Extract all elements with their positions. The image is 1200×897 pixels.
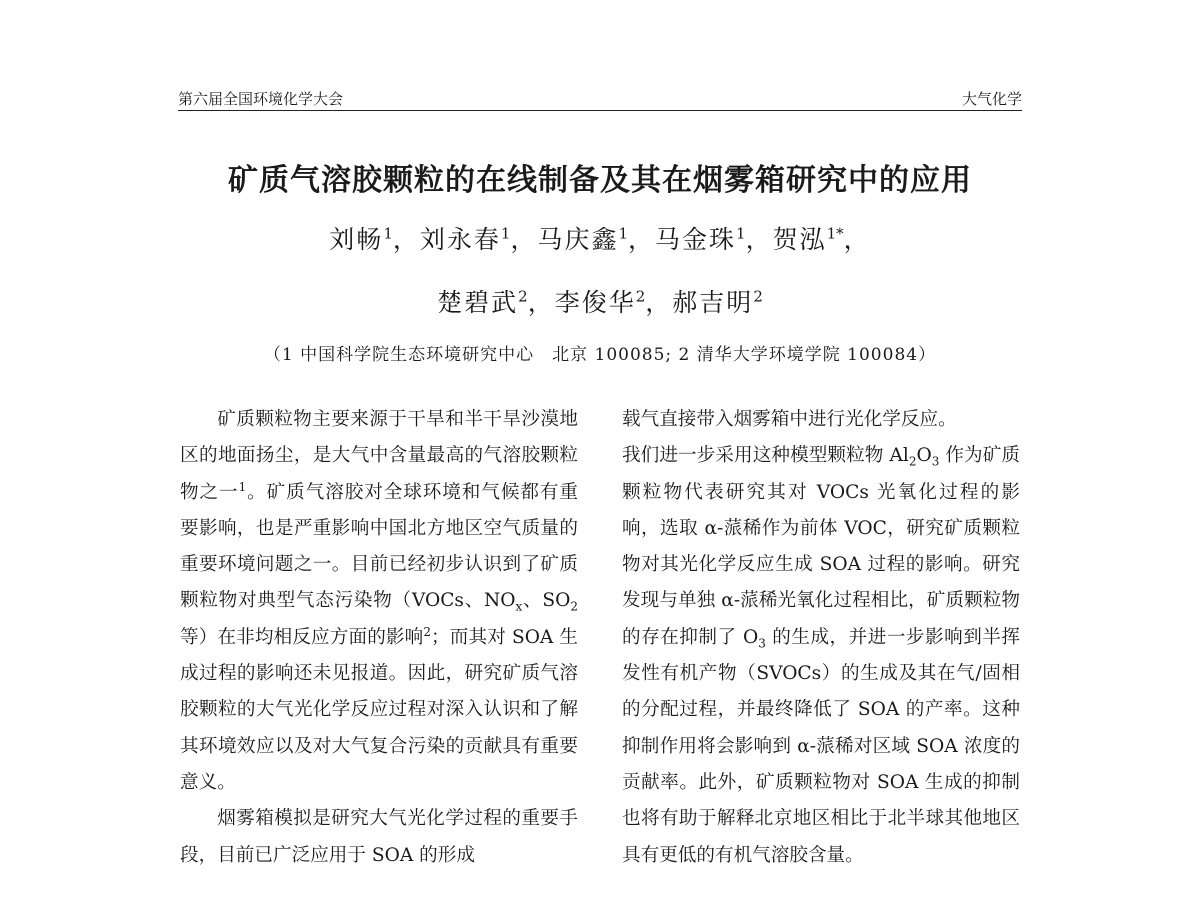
citation: 1: [238, 479, 247, 494]
author: 马金珠: [655, 225, 737, 254]
author: 刘永春: [419, 225, 501, 254]
author: 马庆鑫: [537, 225, 619, 254]
author-affil-mark: 1: [500, 224, 511, 243]
author: 楚碧武: [437, 288, 519, 317]
affiliation: （1 中国科学院生态环境研究中心 北京 100085; 2 清华大学环境学院 100084）: [263, 345, 937, 365]
body-column-right: [622, 402, 1020, 874]
author-affil-mark: 2: [518, 287, 528, 306]
section-name: 大气化学: [961, 90, 1022, 108]
paragraph: 载气直接带入烟雾箱中进行光化学反应。: [622, 409, 957, 430]
paper-title: 矿质气溶胶颗粒的在线制备及其在烟雾箱研究中的应用: [228, 163, 972, 198]
author: 刘畅: [329, 225, 384, 254]
conference-name: 第六届全国环境化学大会: [178, 90, 344, 108]
paragraph: 我们进一步采用这种模型颗粒物 $Al_2O_3$ 作为矿质颗粒物代表研究其对 VOCs 光氧化过程的影响，选取 α-蒎稀作为前体 VOC，研究矿质颗粒物对其光化学反应生成 SOA 过程的影响。研究发现与单独 α-蒎稀光氧化过程相比，矿质颗粒物的存在抑制了 $O_3$ 的生成，并进一步影响到半挥发性有机产物（SVOCs）的生成及其在气/固相的分配过程，并最终降低了 SOA 的产率。这种抑制作用将会影响到 α-蒎稀对区域 SOA 浓度的贡献率。此外，矿质颗粒物对 SOA 生成的抑制也将有助于解释北京地区相比于北半球其他地区具有更低的有机气溶胶含量。: [622, 445, 1020, 866]
author-affil-mark: 2: [753, 287, 763, 306]
author: 郝吉明: [672, 288, 754, 317]
author-affil-mark: 1*: [826, 224, 844, 243]
author-line-1: 刘畅$^1$，刘永春$^1$，马庆鑫$^1$，马金珠$^1$，贺泓$^{1*}$，: [329, 224, 871, 254]
running-header: [178, 86, 1022, 111]
author-affil-mark: 1: [618, 224, 629, 243]
author: 李俊华: [554, 288, 636, 317]
author-line-2: 楚碧武$^2$，李俊华$^2$，郝吉明$^2$: [437, 287, 763, 317]
author-affil-mark: 1: [736, 224, 746, 243]
author: 贺泓: [772, 225, 827, 254]
paragraph: 矿质颗粒物主要来源于干旱和半干旱沙漠地区的地面扬尘，是大气中含量最高的气溶胶颗粒物之一$^1$。矿质气溶胶对全球环境和气候都有重要影响，也是严重影响中国北方地区空气质量的重要环境问题之一。目前已经初步认识到了矿质颗粒物对典型气态污染物（VOCs、$NO_x$、$SO_2$等）在非均相反应方面的影响$^2$；而其对 SOA 生成过程的影响还未见报道。因此，研究矿质气溶胶颗粒的大气光化学反应过程对深入认识和了解其环境效应以及对大气复合污染的贡献具有重要意义。: [180, 409, 578, 793]
paragraph: 烟雾箱模拟是研究大气光化学过程的重要手段，目前已广泛应用于 SOA 的形成: [180, 808, 578, 866]
citation: 2: [423, 624, 432, 639]
author-affil-mark: 1: [383, 224, 393, 243]
author-affil-mark: 2: [635, 287, 646, 306]
body-column-left: [180, 402, 578, 874]
